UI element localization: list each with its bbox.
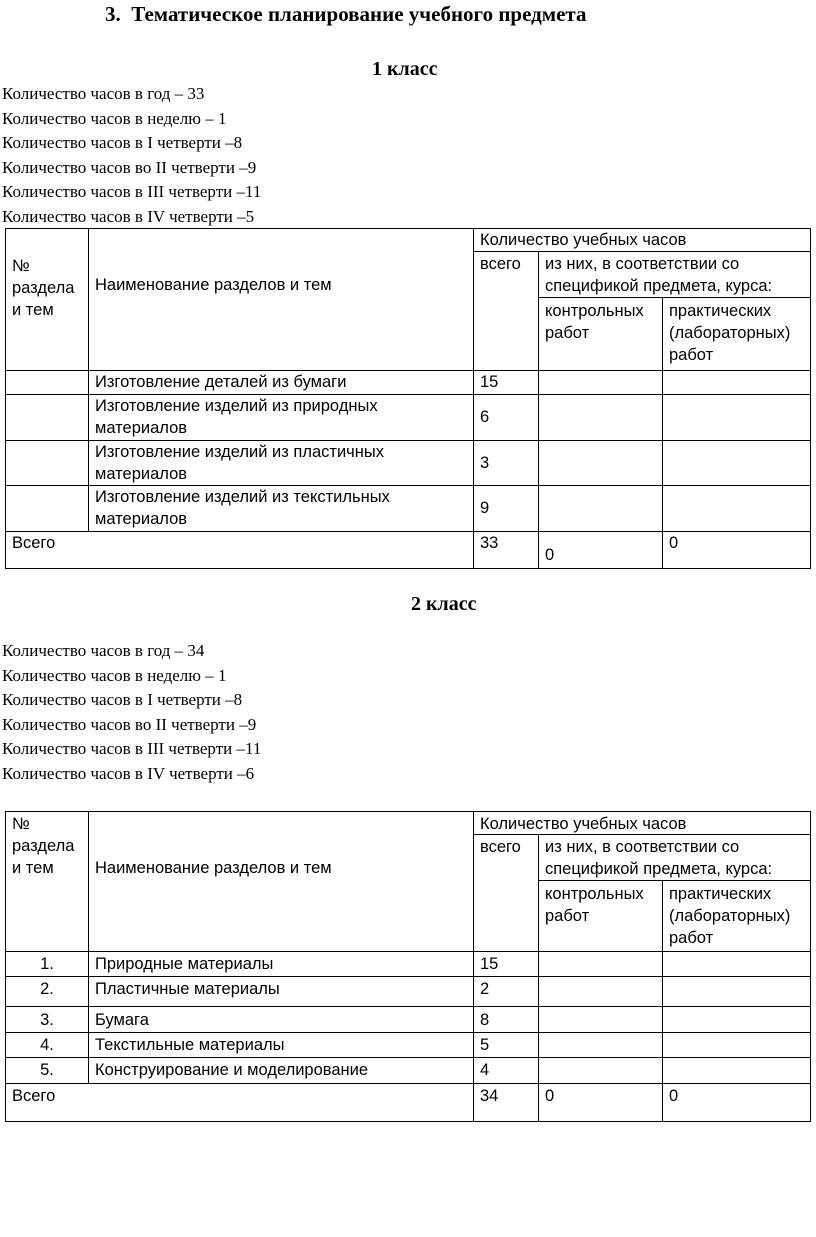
header-name: Наименование разделов и тем — [88, 811, 473, 951]
table-row-number — [5, 440, 88, 485]
class2-table — [5, 811, 811, 1122]
class2-heading: 2 класс — [411, 593, 477, 615]
header-total: всего — [473, 834, 538, 951]
fact-hours-week: Количество часов в неделю – 1 — [2, 108, 227, 128]
table-row-practical — [662, 394, 811, 440]
summary-total: 33 — [473, 531, 538, 569]
summary-control: 0 — [538, 1083, 662, 1122]
table-row-practical — [662, 440, 811, 485]
table-row-name: Изготовление изделий из природных материалов — [88, 394, 473, 440]
header-hours: Количество учебных часов — [473, 228, 811, 251]
table-row-total: 15 — [473, 370, 538, 394]
fact-hours-q1: Количество часов в I четверти –8 — [2, 690, 243, 709]
fact-hours-q3: Количество часов в III четверти –11 — [2, 739, 262, 758]
table-row-practical — [662, 1057, 811, 1083]
header-name: Наименование разделов и тем — [88, 228, 473, 370]
table-row-number: 4. — [5, 1032, 88, 1057]
table-row-number: 2. — [5, 976, 88, 1006]
table-row-control — [538, 394, 662, 440]
header-number: № раздела и тем — [5, 228, 88, 370]
fact-hours-q4: Количество часов в IV четверти –6 — [2, 763, 255, 783]
table-row-name: Изготовление деталей из бумаги — [88, 370, 473, 394]
table-row-control — [538, 976, 662, 1006]
summary-practical: 0 — [662, 531, 811, 569]
class1-table — [5, 228, 811, 569]
table-row-total: 3 — [473, 440, 538, 485]
class2-facts — [2, 639, 261, 786]
table-row-name: Пластичные материалы — [88, 976, 473, 1006]
class1-facts — [2, 82, 261, 229]
table-row-total: 5 — [473, 1032, 538, 1057]
table-row-practical — [662, 370, 811, 394]
table-row-total: 15 — [473, 951, 538, 976]
fact-hours-year: Количество часов в год – 33 — [2, 84, 205, 103]
header-number: № раздела и тем — [5, 811, 88, 951]
table-row-total: 4 — [473, 1057, 538, 1083]
summary-practical: 0 — [662, 1083, 811, 1122]
table-row-name: Изготовление изделий из текстильных материалов — [88, 485, 473, 531]
fact-hours-q4: Количество часов в IV четверти –5 — [2, 206, 255, 226]
table-row-control — [538, 1057, 662, 1083]
table-row-name: Текстильные материалы — [88, 1032, 473, 1057]
table-row-number — [5, 370, 88, 394]
table-row-control — [538, 370, 662, 394]
table-row-number: 3. — [5, 1006, 88, 1032]
summary-total: 34 — [473, 1083, 538, 1122]
section-title-text: Тематическое планирование учебного предмета — [131, 2, 587, 26]
table-row-practical — [662, 951, 811, 976]
table-row-name: Природные материалы — [88, 951, 473, 976]
fact-hours-year: Количество часов в год – 34 — [2, 641, 205, 660]
table-row-number — [5, 394, 88, 440]
section-number: 3. — [105, 2, 121, 26]
fact-hours-q2: Количество часов во II четверти –9 — [2, 714, 257, 734]
fact-hours-q2: Количество часов во II четверти –9 — [2, 157, 257, 177]
table-row-name: Конструирование и моделирование — [88, 1057, 473, 1083]
table-row-total: 8 — [473, 1006, 538, 1032]
table-row-control — [538, 1032, 662, 1057]
table-row-name: Изготовление изделий из пластичных материалов — [88, 440, 473, 485]
header-hours: Количество учебных часов — [473, 811, 811, 834]
table-row-practical — [662, 976, 811, 1006]
table-row-name: Бумага — [88, 1006, 473, 1032]
header-specific: из них, в соответствии со спецификой предмета, курса: — [538, 251, 811, 297]
header-practical: практических (лабораторных) работ — [662, 880, 811, 951]
section-title — [105, 2, 586, 27]
table-row-practical — [662, 1006, 811, 1032]
header-practical: практических (лабораторных) работ — [662, 297, 811, 370]
table-row-control — [538, 951, 662, 976]
header-control: контрольных работ — [538, 880, 662, 951]
table-row-control — [538, 440, 662, 485]
table-row-total: 2 — [473, 976, 538, 1006]
summary-label: Всего — [5, 531, 473, 569]
table-row-practical — [662, 1032, 811, 1057]
summary-control: 0 — [538, 531, 662, 569]
table-row-control — [538, 485, 662, 531]
table-row-total: 6 — [473, 394, 538, 440]
header-total: всего — [473, 251, 538, 370]
header-control: контрольных работ — [538, 297, 662, 370]
table-row-total: 9 — [473, 485, 538, 531]
class1-heading: 1 класс — [372, 58, 438, 80]
fact-hours-q1: Количество часов в I четверти –8 — [2, 133, 243, 152]
table-row-number: 5. — [5, 1057, 88, 1083]
fact-hours-week: Количество часов в неделю – 1 — [2, 665, 227, 685]
table-row-practical — [662, 485, 811, 531]
summary-label: Всего — [5, 1083, 473, 1122]
header-specific: из них, в соответствии со спецификой предмета, курса: — [538, 834, 811, 880]
table-row-control — [538, 1006, 662, 1032]
fact-hours-q3: Количество часов в III четверти –11 — [2, 182, 262, 201]
table-row-number — [5, 485, 88, 531]
table-row-number: 1. — [5, 951, 88, 976]
